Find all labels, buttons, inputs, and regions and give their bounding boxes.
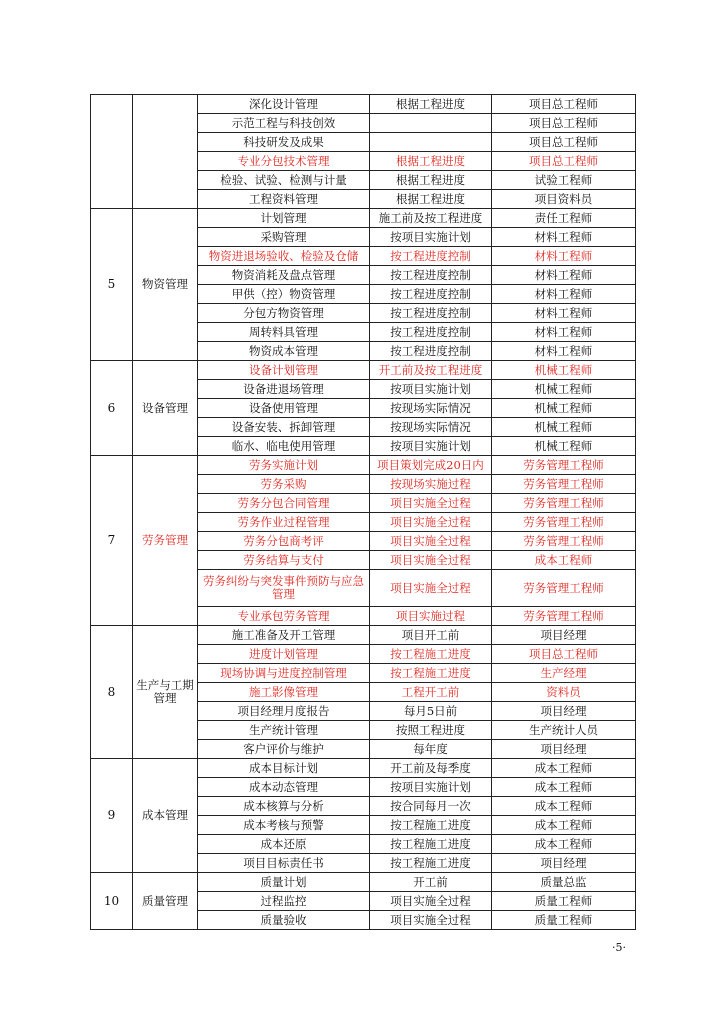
- item-cell: 劳务实施计划: [198, 456, 370, 475]
- timing-cell: 按工程进度控制: [370, 323, 492, 342]
- item-cell: 生产统计管理: [198, 721, 370, 740]
- owner-cell: 材料工程师: [492, 304, 636, 323]
- timing-cell: 根据工程进度: [370, 171, 492, 190]
- owner-cell: 劳务管理工程师: [492, 513, 636, 532]
- item-cell: 科技研发及成果: [198, 133, 370, 152]
- item-cell: 分包方物资管理: [198, 304, 370, 323]
- timing-cell: 按工程进度控制: [370, 285, 492, 304]
- timing-cell: 项目策划完成20日内: [370, 456, 492, 475]
- item-cell: 专业分包技术管理: [198, 152, 370, 171]
- group-category-cell: 劳务管理: [133, 456, 198, 626]
- owner-cell: 项目资料员: [492, 190, 636, 209]
- item-cell: 采购管理: [198, 228, 370, 247]
- owner-cell: 资料员: [492, 683, 636, 702]
- item-cell: 客户评价与维护: [198, 740, 370, 759]
- timing-cell: 按工程进度控制: [370, 266, 492, 285]
- timing-cell: 按现场实施过程: [370, 475, 492, 494]
- owner-cell: 材料工程师: [492, 342, 636, 361]
- item-cell: 设备使用管理: [198, 399, 370, 418]
- owner-cell: 机械工程师: [492, 361, 636, 380]
- item-cell: 检验、试验、检测与计量: [198, 171, 370, 190]
- timing-cell: 按项目实施计划: [370, 778, 492, 797]
- timing-cell: 按现场实际情况: [370, 399, 492, 418]
- group-number-cell: 7: [91, 456, 133, 626]
- timing-cell: 工程开工前: [370, 683, 492, 702]
- timing-cell: 按工程施工进度: [370, 835, 492, 854]
- timing-cell: 根据工程进度: [370, 95, 492, 114]
- group-category-cell: 成本管理: [133, 759, 198, 873]
- owner-cell: 劳务管理工程师: [492, 607, 636, 626]
- table-row: [91, 95, 636, 114]
- timing-cell: 按工程施工进度: [370, 816, 492, 835]
- item-cell: 成本还原: [198, 835, 370, 854]
- item-cell: 施工影像管理: [198, 683, 370, 702]
- timing-cell: 按工程施工进度: [370, 854, 492, 873]
- item-cell: 物资消耗及盘点管理: [198, 266, 370, 285]
- item-cell: 项目目标责任书: [198, 854, 370, 873]
- group-number-cell: 10: [91, 873, 133, 930]
- owner-cell: 成本工程师: [492, 551, 636, 570]
- item-cell: 成本目标计划: [198, 759, 370, 778]
- timing-cell: 项目实施全过程: [370, 513, 492, 532]
- item-cell: 周转料具管理: [198, 323, 370, 342]
- owner-cell: 生产统计人员: [492, 721, 636, 740]
- timing-cell: 项目实施全过程: [370, 892, 492, 911]
- timing-cell: 根据工程进度: [370, 190, 492, 209]
- timing-cell: 按照工程进度: [370, 721, 492, 740]
- group-category-cell: [133, 95, 198, 209]
- owner-cell: 项目总工程师: [492, 645, 636, 664]
- timing-cell: 按工程进度控制: [370, 247, 492, 266]
- item-cell: 劳务分包合同管理: [198, 494, 370, 513]
- owner-cell: 质量工程师: [492, 892, 636, 911]
- timing-cell: 按项目实施计划: [370, 437, 492, 456]
- owner-cell: 劳务管理工程师: [492, 456, 636, 475]
- group-category-cell: 质量管理: [133, 873, 198, 930]
- owner-cell: 材料工程师: [492, 285, 636, 304]
- timing-cell: 项目实施全过程: [370, 532, 492, 551]
- owner-cell: 机械工程师: [492, 399, 636, 418]
- owner-cell: 生产经理: [492, 664, 636, 683]
- item-cell: 示范工程与科技创效: [198, 114, 370, 133]
- group-category-cell: 生产与工期管理: [133, 626, 198, 759]
- timing-cell: 项目实施全过程: [370, 570, 492, 607]
- item-cell: 现场协调与进度控制管理: [198, 664, 370, 683]
- owner-cell: 项目经理: [492, 740, 636, 759]
- timing-cell: 按工程进度控制: [370, 342, 492, 361]
- item-cell: 临水、临电使用管理: [198, 437, 370, 456]
- item-cell: 劳务结算与支付: [198, 551, 370, 570]
- table-row: [91, 361, 636, 380]
- owner-cell: 成本工程师: [492, 797, 636, 816]
- timing-cell: 项目实施全过程: [370, 494, 492, 513]
- timing-cell: 按项目实施计划: [370, 228, 492, 247]
- item-cell: 劳务作业过程管理: [198, 513, 370, 532]
- item-cell: 劳务分包商考评: [198, 532, 370, 551]
- owner-cell: 项目总工程师: [492, 152, 636, 171]
- owner-cell: 项目总工程师: [492, 114, 636, 133]
- timing-cell: 每年度: [370, 740, 492, 759]
- owner-cell: 项目经理: [492, 854, 636, 873]
- item-cell: 物资成本管理: [198, 342, 370, 361]
- table-row: [91, 456, 636, 475]
- owner-cell: 材料工程师: [492, 266, 636, 285]
- item-cell: 质量计划: [198, 873, 370, 892]
- owner-cell: 项目总工程师: [492, 133, 636, 152]
- table-row: [91, 626, 636, 645]
- timing-cell: 按工程施工进度: [370, 645, 492, 664]
- owner-cell: 机械工程师: [492, 380, 636, 399]
- timing-cell: 开工前: [370, 873, 492, 892]
- item-cell: 质量验收: [198, 911, 370, 930]
- table-body: [91, 95, 636, 930]
- owner-cell: 试验工程师: [492, 171, 636, 190]
- timing-cell: 项目实施全过程: [370, 551, 492, 570]
- item-cell: 过程监控: [198, 892, 370, 911]
- item-cell: 成本动态管理: [198, 778, 370, 797]
- group-number-cell: 9: [91, 759, 133, 873]
- item-cell: 甲供（控）物资管理: [198, 285, 370, 304]
- item-cell: 物资进退场验收、检验及仓储: [198, 247, 370, 266]
- item-cell: 计划管理: [198, 209, 370, 228]
- owner-cell: 项目经理: [492, 702, 636, 721]
- timing-cell: 按合同每月一次: [370, 797, 492, 816]
- owner-cell: 材料工程师: [492, 247, 636, 266]
- item-cell: 施工准备及开工管理: [198, 626, 370, 645]
- timing-cell: 按工程进度控制: [370, 304, 492, 323]
- timing-cell: 根据工程进度: [370, 152, 492, 171]
- group-number-cell: 8: [91, 626, 133, 759]
- item-cell: 成本考核与预警: [198, 816, 370, 835]
- timing-cell: 施工前及按工程进度: [370, 209, 492, 228]
- timing-cell: 项目开工前: [370, 626, 492, 645]
- table-row: [91, 759, 636, 778]
- owner-cell: 劳务管理工程师: [492, 475, 636, 494]
- item-cell: 劳务采购: [198, 475, 370, 494]
- management-responsibility-table: [90, 94, 636, 930]
- owner-cell: 材料工程师: [492, 323, 636, 342]
- item-cell: 工程资料管理: [198, 190, 370, 209]
- owner-cell: 劳务管理工程师: [492, 532, 636, 551]
- timing-cell: 项目实施过程: [370, 607, 492, 626]
- item-cell: 设备安装、拆卸管理: [198, 418, 370, 437]
- owner-cell: 质量工程师: [492, 911, 636, 930]
- timing-cell: 按项目实施计划: [370, 380, 492, 399]
- item-cell: 劳务纠纷与突发事件预防与应急管理: [198, 570, 370, 607]
- owner-cell: 劳务管理工程师: [492, 494, 636, 513]
- timing-cell: [370, 114, 492, 133]
- timing-cell: [370, 133, 492, 152]
- timing-cell: 开工前及按工程进度: [370, 361, 492, 380]
- owner-cell: 劳务管理工程师: [492, 570, 636, 607]
- timing-cell: 每月5日前: [370, 702, 492, 721]
- item-cell: 设备进退场管理: [198, 380, 370, 399]
- table-row: [91, 209, 636, 228]
- owner-cell: 成本工程师: [492, 759, 636, 778]
- group-category-cell: 设备管理: [133, 361, 198, 456]
- item-cell: 进度计划管理: [198, 645, 370, 664]
- owner-cell: 成本工程师: [492, 816, 636, 835]
- timing-cell: 按现场实际情况: [370, 418, 492, 437]
- item-cell: 项目经理月度报告: [198, 702, 370, 721]
- timing-cell: 按工程施工进度: [370, 664, 492, 683]
- owner-cell: 机械工程师: [492, 437, 636, 456]
- owner-cell: 项目经理: [492, 626, 636, 645]
- item-cell: 设备计划管理: [198, 361, 370, 380]
- owner-cell: 责任工程师: [492, 209, 636, 228]
- item-cell: 成本核算与分析: [198, 797, 370, 816]
- group-category-cell: 物资管理: [133, 209, 198, 361]
- owner-cell: 成本工程师: [492, 778, 636, 797]
- group-number-cell: 6: [91, 361, 133, 456]
- item-cell: 专业承包劳务管理: [198, 607, 370, 626]
- owner-cell: 项目总工程师: [492, 95, 636, 114]
- owner-cell: 机械工程师: [492, 418, 636, 437]
- group-number-cell: 5: [91, 209, 133, 361]
- page-number: ·5·: [612, 941, 626, 954]
- owner-cell: 材料工程师: [492, 228, 636, 247]
- item-cell: 深化设计管理: [198, 95, 370, 114]
- table-row: [91, 873, 636, 892]
- group-number-cell: [91, 95, 133, 209]
- timing-cell: 项目实施全过程: [370, 911, 492, 930]
- timing-cell: 开工前及每季度: [370, 759, 492, 778]
- owner-cell: 成本工程师: [492, 835, 636, 854]
- owner-cell: 质量总监: [492, 873, 636, 892]
